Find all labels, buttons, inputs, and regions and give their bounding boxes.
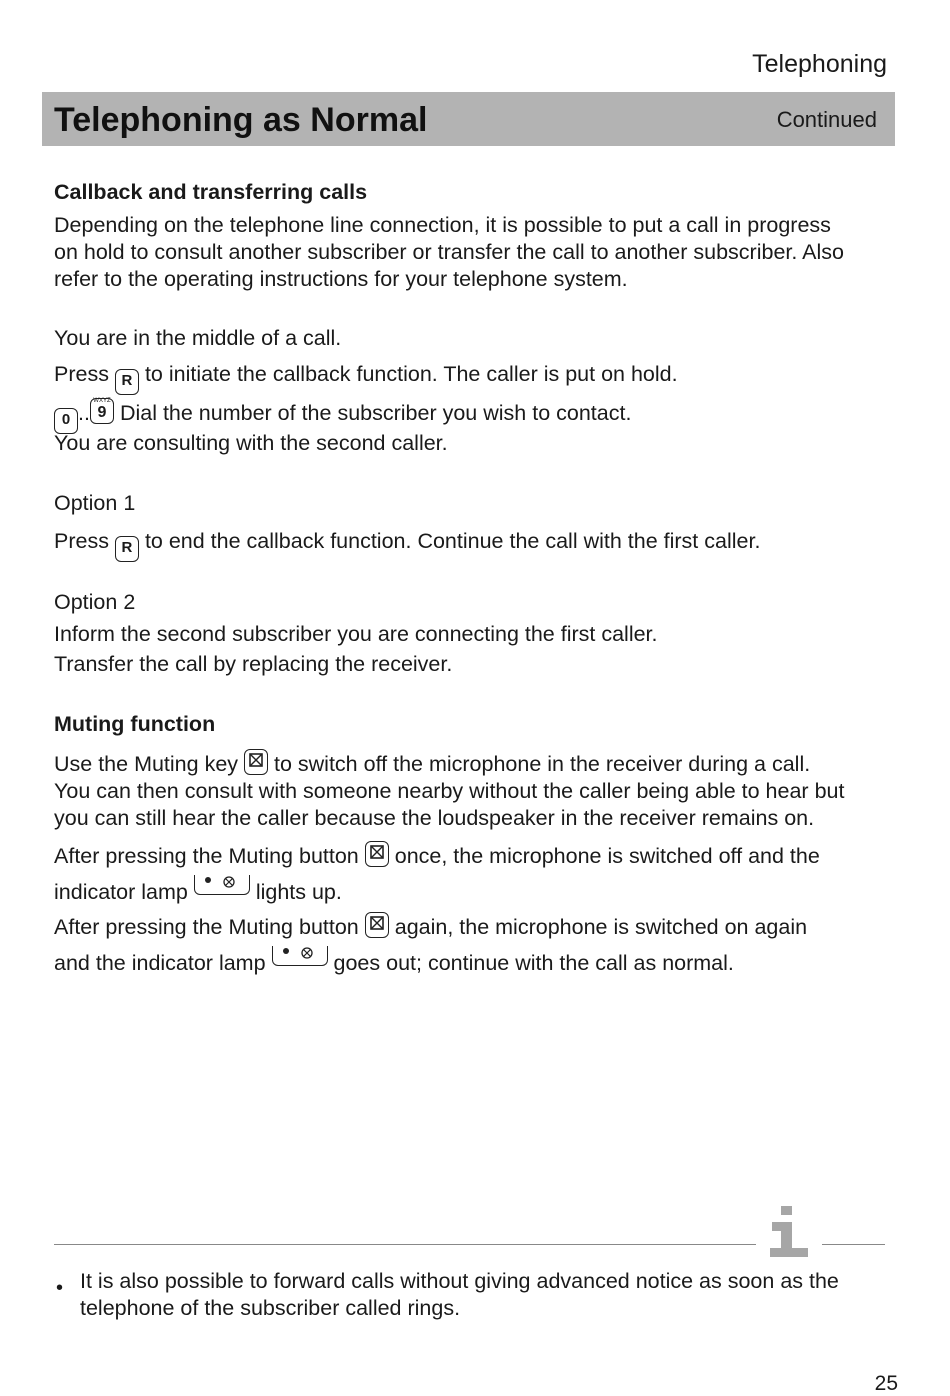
- note-divider-right: [822, 1244, 885, 1245]
- page-title: Telephoning as Normal: [54, 101, 428, 139]
- muting-p2b-pre: indicator lamp: [54, 880, 188, 904]
- option2-line-2: Transfer the call by replacing the receiver.: [54, 652, 453, 676]
- note-divider-left: [54, 1244, 756, 1245]
- info-icon: [768, 1205, 810, 1259]
- muting-p3-post: again, the microphone is switched on again: [394, 915, 808, 939]
- r-key-icon: R: [115, 536, 139, 562]
- muting-line-1: [54, 749, 810, 778]
- muting-heading: Muting function: [54, 712, 216, 736]
- note-line-2: telephone of the subscriber called rings.: [80, 1296, 461, 1320]
- muting-line-1-post: to switch off the microphone in the receiver during a call.: [274, 752, 811, 776]
- muting-line-2: You can then consult with someone nearby without the caller being able to hear but: [54, 779, 845, 803]
- muting-p3b-pre: and the indicator lamp: [54, 951, 266, 975]
- dial-description: Dial the number of the subscriber you wish to contact.: [119, 401, 632, 425]
- callback-heading: Callback and transferring calls: [54, 180, 368, 204]
- r-key-icon: R: [115, 369, 139, 395]
- muting-p2-post: once, the microphone is switched off and the: [394, 844, 820, 868]
- range-separator: ..: [78, 401, 90, 425]
- option2-label: Option 2: [54, 590, 136, 614]
- page-number: 25: [874, 1372, 898, 1395]
- option1-press-label: Press: [54, 529, 109, 553]
- continued-label: Continued: [776, 107, 877, 132]
- press-r-line: [54, 361, 678, 395]
- option1-label: Option 1: [54, 491, 136, 515]
- muting-p2-line-1: [54, 841, 820, 870]
- indicator-lamp-icon: [272, 946, 328, 966]
- middle-of-call-text: You are in the middle of a call.: [54, 326, 342, 350]
- callback-intro-line-2: on hold to consult another subscriber or transfer the call to another subscriber. Also: [54, 240, 844, 264]
- option1-line: [54, 528, 760, 562]
- title-bar: [42, 92, 895, 146]
- mute-button-icon: [365, 841, 389, 867]
- callback-intro-line-3: refer to the operating instructions for your telephone system.: [54, 267, 628, 291]
- muting-p3b-post: goes out; continue with the call as normal.: [333, 951, 734, 975]
- muting-p2-pre: After pressing the Muting button: [54, 844, 359, 868]
- muting-line-3: you can still hear the caller because the loudspeaker in the receiver remains on.: [54, 806, 815, 830]
- press-r-description: to initiate the callback function. The caller is put on hold.: [144, 362, 678, 386]
- mute-key-icon: [244, 749, 268, 775]
- muting-p3-line-1: [54, 912, 807, 941]
- dial-line: [54, 398, 631, 434]
- press-label: Press: [54, 362, 109, 386]
- callback-intro-line-1: Depending on the telephone line connection, it is possible to put a call in progress: [54, 213, 831, 237]
- muting-p2-line-2: [54, 875, 342, 906]
- option1-description: to end the callback function. Continue the call with the first caller.: [144, 529, 761, 553]
- muting-p3-pre: After pressing the Muting button: [54, 915, 359, 939]
- indicator-lamp-icon: [194, 875, 250, 895]
- muting-p2b-post: lights up.: [255, 880, 342, 904]
- note-bullet: •: [56, 1277, 64, 1299]
- option2-line-1: Inform the second subscriber you are connecting the first caller.: [54, 622, 658, 646]
- nine-key-letters: WXYZ: [93, 398, 111, 404]
- section-label: Telephoning: [752, 50, 887, 78]
- muting-p3-line-2: [54, 946, 734, 977]
- mute-button-icon: [365, 912, 389, 938]
- note-line-1: It is also possible to forward calls without giving advanced notice as soon as the: [80, 1269, 839, 1293]
- nine-key-icon: [90, 398, 114, 424]
- consulting-text: You are consulting with the second caller.: [54, 431, 448, 455]
- muting-line-1-pre: Use the Muting key: [54, 752, 239, 776]
- zero-key-icon: 0: [54, 408, 78, 434]
- nine-key-digit: 9: [97, 404, 107, 421]
